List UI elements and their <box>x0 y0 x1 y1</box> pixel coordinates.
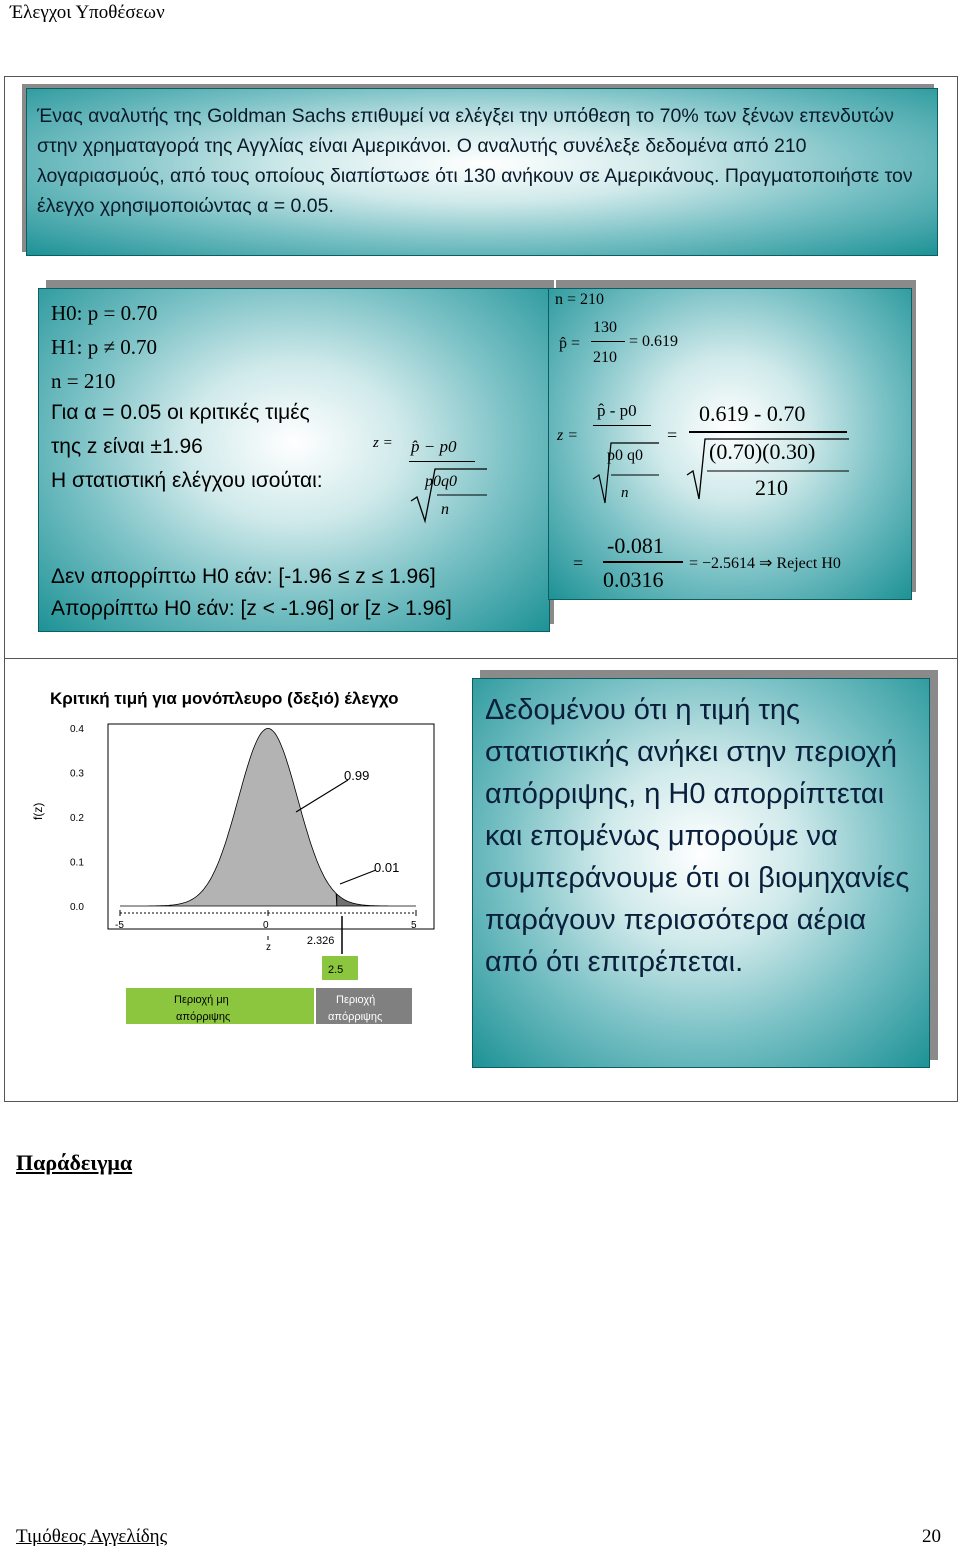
problem-panel <box>26 88 938 256</box>
calc-z-num: p̂ - p0 <box>597 401 637 420</box>
caption: Παράδειγμα <box>16 1150 133 1175</box>
statistic-label: Η στατιστική ελέγχου ισούται: <box>51 469 323 492</box>
big-bar <box>689 431 847 433</box>
reject-region-label: Περιοχή <box>336 994 376 1006</box>
calc-eq2: = <box>573 553 584 573</box>
chart-svg <box>28 680 448 1050</box>
calc-eq: = <box>667 425 678 445</box>
calc-res-den: 0.0316 <box>603 567 664 592</box>
footer-author: Τιμόθεος Αγγελίδης <box>16 1526 168 1547</box>
z-eq-label: z = <box>373 435 393 451</box>
sqrt-icon <box>409 467 489 527</box>
calc-z-den-n: n <box>621 485 629 501</box>
x-tick-label: 0 <box>263 920 269 931</box>
z-formula-numerator: p̂ − p0 <box>411 437 457 456</box>
y-tick-label: 0.3 <box>70 768 84 780</box>
sqrt-icon <box>591 439 661 509</box>
conclusion-text: Δεδομένου ότι η τιμή της στατιστικής ανήκει στην περιοχή απόρριψης, η H0 απορρίπτεται και επομένως μπορούμε να συμπεράνουμε ότι οι βιομηχανίες παράγουν περισσότερα αέρια από ότι επιτρέπεται. <box>485 694 910 978</box>
y-tick-label: 0.4 <box>70 724 84 735</box>
annotation-099: 0.99 <box>344 768 370 783</box>
calc-phat-num: 130 <box>593 319 617 336</box>
critical-value-label: 2.326 <box>306 935 335 947</box>
z-formula-den-top: p0q0 <box>425 473 457 490</box>
calc-phat-val: = 0.619 <box>629 333 679 350</box>
x-tick-label: -5 <box>115 920 124 931</box>
calc-big-num: 0.619 - 0.70 <box>699 401 806 426</box>
z-formula-den-bot: n <box>441 501 449 518</box>
accept-rule: Δεν απορρίπτω H0 εάν: [-1.96 ≤ z ≤ 1.96] <box>51 565 436 588</box>
calc-res-num: -0.081 <box>607 533 664 558</box>
reject-region-label-2: απόρριψης <box>328 1011 383 1023</box>
critical-line-1: Για α = 0.05 οι κριτικές τιμές <box>51 401 310 424</box>
conclusion-panel <box>472 678 930 1068</box>
frame-divider <box>4 658 958 659</box>
calc-n: n = 210 <box>555 291 605 308</box>
problem-text: Ένας αναλυτής της Goldman Sachs επιθυμεί να ελέγξει την υπόθεση το 70% των ξένων επενδυτών στην χρηματαγορά της Αγγλίας είναι Αμερικάνοι. Ο αναλυτής συνέλεξε δεδομένα από 210 λογαριασμούς, από τους οποίους διαπίστωσε ότι 130 ανήκουν σε Αμερικάνους. Πραγματοποιήστε τον έλεγχο χρησιμοποιώντας α = 0.05. <box>37 105 913 217</box>
reject-rule: Απορρίπτω H0 εάν: [z < -1.96] or [z > 1.96] <box>51 597 452 620</box>
phat-bar <box>591 341 625 342</box>
calc-phat-den: 210 <box>593 349 617 366</box>
calc-z-den: p0 q0 <box>607 447 643 464</box>
accept-region-label: Περιοχή μη <box>174 994 229 1006</box>
h0-line: H0: p = 0.70 <box>51 301 158 325</box>
chart-ylabel: f(z) <box>31 802 45 820</box>
test-stat-label: 2.5 <box>328 964 344 976</box>
calc-big-den-bot: 210 <box>755 475 788 500</box>
calc-result: = −2.5614 ⇒ Reject H0 <box>689 555 841 572</box>
z-formula-bar <box>409 461 475 462</box>
sqrt-icon <box>685 435 851 505</box>
x-axis-label: z <box>266 942 271 953</box>
accept-region-label-2: απόρριψης <box>176 1011 231 1023</box>
critical-value-chart <box>28 680 448 1050</box>
y-tick-label: 0.0 <box>70 902 84 913</box>
calc-big-den-top: (0.70)(0.30) <box>709 439 816 464</box>
calc-phat-label: p̂ = <box>559 335 581 352</box>
res-bar <box>603 561 683 563</box>
critical-line-2: της z είναι ±1.96 <box>51 435 203 458</box>
chart-title: Κριτική τιμή για μονόπλευρο (δεξιό) έλεγχο <box>50 689 399 708</box>
y-tick-label: 0.1 <box>70 857 84 869</box>
n-line: n = 210 <box>51 369 116 393</box>
z-bar <box>593 425 651 426</box>
footer-page-number: 20 <box>922 1526 941 1547</box>
h1-line: H1: p ≠ 0.70 <box>51 335 158 359</box>
y-tick-label: 0.2 <box>70 813 84 824</box>
calc-z-label: z = <box>557 427 579 444</box>
page-header-title: Έλεγχοι Υποθέσεων <box>10 2 165 23</box>
calculation-panel <box>548 288 912 600</box>
x-tick-label: 5 <box>411 920 417 931</box>
annotation-001: 0.01 <box>374 860 400 875</box>
hypotheses-panel <box>38 288 550 632</box>
